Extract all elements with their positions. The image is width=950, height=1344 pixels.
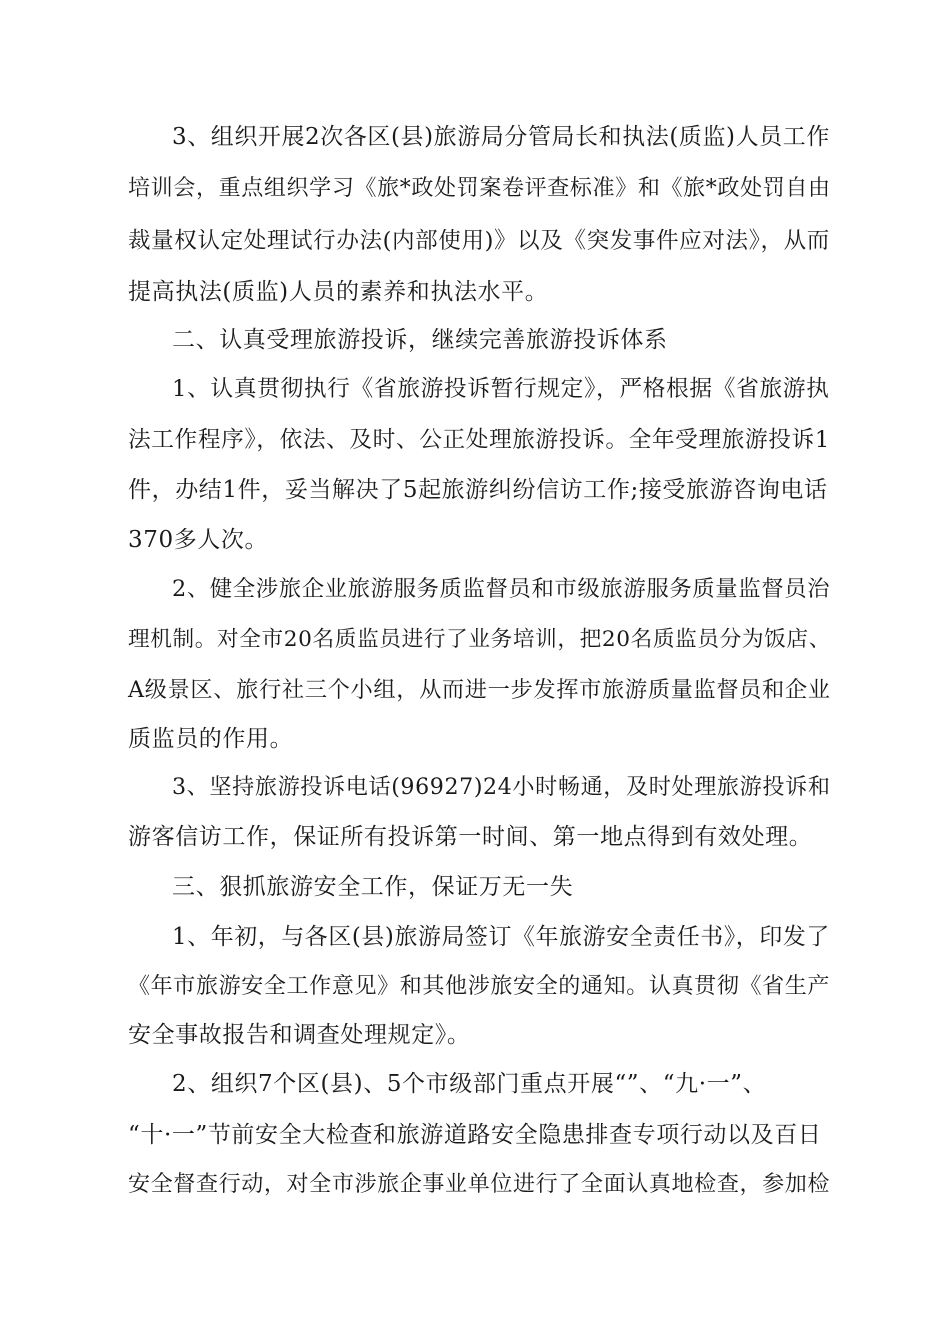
paragraph-2-1-line-2: 法工作程序》，依法、及时、公正处理旅游投诉。全年受理旅游投诉1 [128, 427, 830, 453]
paragraph-2-1-line-4: 370多人次。 [128, 527, 269, 553]
paragraph-2-1-line-3: 件，办结1件，妥当解决了5起旅游纠纷信访工作;接受旅游咨询电话 [128, 477, 828, 503]
paragraph-2-2-line-4: 质监员的作用。 [128, 726, 294, 752]
paragraph-2-3-line-1: 3、坚持旅游投诉电话(96927)24小时畅通，及时处理旅游投诉和 [172, 774, 831, 800]
paragraph-3-2-line-1: 2、组织7个区(县)、5个市级部门重点开展“”、“九·一”、 [172, 1071, 767, 1097]
paragraph-1-line-2: 培训会，重点组织学习《旅*政处罚案卷评查标准》和《旅*政处罚自由 [128, 176, 831, 201]
paragraph-2-1-line-1: 1、认真贯彻执行《省旅游投诉暂行规定》，严格根据《省旅游执 [172, 376, 830, 402]
paragraph-3-2-line-3: 安全督查行动，对全市涉旅企事业单位进行了全面认真地检查，参加检 [128, 1172, 831, 1197]
paragraph-3-1-line-2: 《年市旅游安全工作意见》和其他涉旅安全的通知。认真贯彻《省生产 [128, 974, 831, 999]
paragraph-2-2-line-3: A级景区、旅行社三个小组，从而进一步发挥市旅游质量监督员和企业 [128, 677, 831, 703]
paragraph-2-2-line-1: 2、健全涉旅企业旅游服务质监督员和市级旅游服务质量监督员治 [172, 576, 831, 602]
section-heading-2: 二、认真受理旅游投诉，继续完善旅游投诉体系 [172, 327, 668, 353]
paragraph-1-line-4: 提高执法(质监)人员的素养和执法水平。 [128, 279, 549, 305]
paragraph-2-2-line-2: 理机制。对全市20名质监员进行了业务培训，把20名质监员分为饭店、 [128, 627, 831, 652]
paragraph-1-line-3: 裁量权认定处理试行办法(内部使用)》以及《突发事件应对法》，从而 [128, 228, 830, 254]
paragraph-2-3-line-2: 游客信访工作，保证所有投诉第一时间、第一地点得到有效处理。 [128, 824, 813, 850]
paragraph-3-2-line-2: “十·一”节前安全大检查和旅游道路安全隐患排查专项行动以及百日 [128, 1122, 822, 1148]
paragraph-1-line-1: 3、组织开展2次各区(县)旅游局分管局长和执法(质监)人员工作 [172, 124, 830, 150]
paragraph-3-1-line-1: 1、年初，与各区(县)旅游局签订《年旅游安全责任书》，印发了 [172, 924, 830, 950]
section-heading-3: 三、狠抓旅游安全工作，保证万无一失 [172, 874, 574, 900]
paragraph-3-1-line-3: 安全事故报告和调查处理规定》。 [128, 1022, 471, 1048]
